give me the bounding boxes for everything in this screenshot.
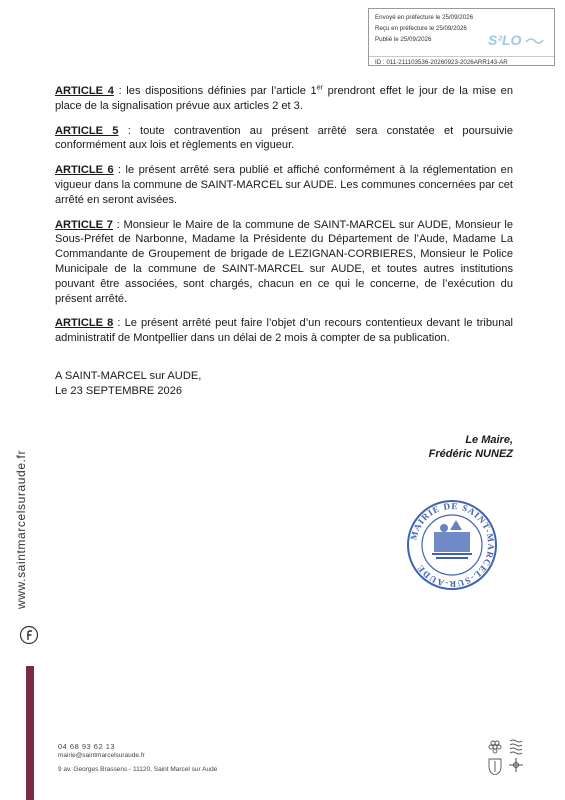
facebook-icon[interactable] bbox=[19, 625, 39, 645]
article-4 bbox=[55, 84, 513, 114]
stamp-id: ID : 011-211103536-20260923-2026ARR143-AR bbox=[375, 59, 508, 66]
stamp-sent: Envoyé en préfecture le 25/09/2026 bbox=[375, 14, 474, 21]
signature-title: Le Maire, bbox=[465, 434, 513, 446]
article-8-text: : Le présent arrêté peut faire l’objet d’un recours contentieux devant le tribunal administratif de Montpellier dans un délai de 2 mois à compter de sa publication. bbox=[55, 317, 513, 345]
article-8 bbox=[55, 316, 513, 346]
article-6-label: ARTICLE 6 bbox=[55, 164, 114, 177]
cross-icon bbox=[509, 758, 523, 772]
mairie-seal-stamp bbox=[404, 498, 500, 592]
contact-address: 9 av. Georges Brassens - 11120, Saint Marcel sur Aude bbox=[58, 766, 218, 773]
grapes-icon bbox=[489, 741, 501, 753]
article-7-label: ARTICLE 7 bbox=[55, 218, 113, 231]
waves-icon bbox=[510, 740, 522, 754]
stamp-received: Reçu en préfecture le 25/09/2026 bbox=[375, 25, 467, 32]
shield-icon bbox=[489, 759, 501, 775]
article-6-text: : le présent arrêté sera publié et affiché conformément à la réglementation en vigueur dans la commune de SAINT-MARCEL sur AUDE. Les communes concernées par cet arrêté en seront avisées. bbox=[55, 164, 513, 206]
sidebar-color-bar bbox=[26, 666, 34, 800]
contact-phone: 04 68 93 62 13 bbox=[58, 742, 116, 751]
svg-text:S²LO: S²LO bbox=[488, 32, 522, 48]
prefecture-stamp bbox=[368, 8, 555, 66]
place-date bbox=[55, 369, 201, 399]
article-5 bbox=[55, 124, 513, 154]
article-8-label: ARTICLE 8 bbox=[55, 317, 114, 330]
website-url[interactable]: www.saintmarcelsuraude.fr bbox=[14, 449, 28, 609]
article-7-text: : Monsieur le Maire de la commune de SAINT-MARCEL sur AUDE, Monsieur le Sous-Préfet de Narbonne, Madame la Présidente du Département de l’Aude, Madame La Commandante de Groupement de brigade de LEZIGNAN-CORBIERES, Monsieur le Police Municipale de la commune de SAINT-MARCEL sur AUDE, et toutes autres institutions pouvant être associées, sont chargés, chacun en ce qui le concerne, de l’exécution du présent arrêté. bbox=[55, 218, 513, 305]
article-5-text: : toute contravention au présent arrêté sera constatée et poursuivie conformément aux lois et règlements en vigueur. bbox=[55, 124, 514, 152]
articles-section bbox=[55, 84, 513, 356]
stamp-published: Publié le 25/09/2026 bbox=[375, 36, 432, 43]
s2lo-logo bbox=[488, 31, 544, 49]
article-4-sup: er bbox=[316, 84, 323, 92]
article-6 bbox=[55, 163, 513, 207]
place-city: A SAINT-MARCEL sur AUDE, bbox=[55, 370, 202, 382]
article-4-label: ARTICLE 4 bbox=[55, 85, 114, 97]
contact-email[interactable]: mairie@saintmarcelsuraude.fr bbox=[58, 752, 145, 759]
article-4-text-pre: : les dispositions définies par l’article 1 bbox=[113, 85, 317, 97]
place-date-line: Le 23 SEPTEMBRE 2026 bbox=[55, 385, 183, 397]
article-4-text-post: prendront effet le jour de la mise en place de la signalisation prévue aux articles 2 et 3. bbox=[55, 85, 513, 112]
article-7 bbox=[55, 218, 513, 307]
signature-name: Frédéric NUNEZ bbox=[428, 448, 513, 460]
article-5-label: ARTICLE 5 bbox=[55, 124, 119, 137]
footer-heraldic-icons bbox=[484, 737, 529, 775]
signature-block bbox=[400, 433, 513, 461]
svg-text:MAIRIE DE SAINT-MARCEL-SUR-AUD: MAIRIE DE SAINT-MARCEL-SUR-AUDE bbox=[408, 500, 497, 590]
contact-block bbox=[58, 742, 217, 774]
